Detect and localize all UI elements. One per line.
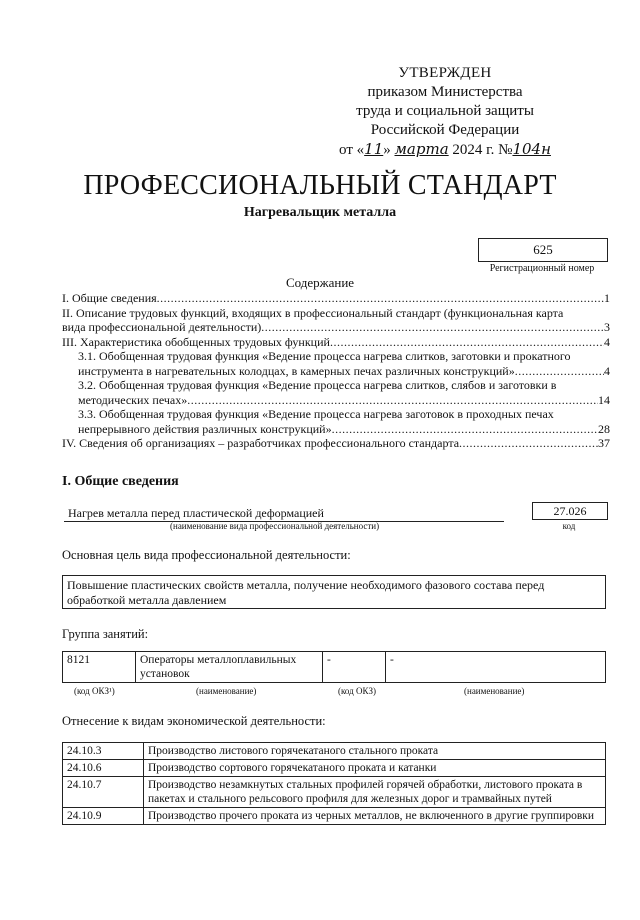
table-row: [63, 777, 606, 808]
toc-item[interactable]: [62, 291, 610, 306]
date-prefix: от «: [339, 142, 365, 158]
approval-line-4: Российской Федерации: [370, 122, 520, 138]
okved-code-cell: 24.10.7: [63, 777, 144, 808]
table-row: [63, 808, 606, 825]
document-title: ПРОФЕССИОНАЛЬНЫЙ СТАНДАРТ: [83, 170, 557, 201]
toc-item[interactable]: [62, 306, 610, 335]
table-row: [63, 760, 606, 777]
toc-item-text: II. Описание трудовых функций, входящих в профессиональный стандарт (функциональная карта: [62, 305, 564, 320]
date-month-handwritten: марта: [394, 140, 449, 158]
occupation-group-table: [62, 651, 606, 683]
date-year: 2024 г. №: [448, 142, 513, 158]
toc-title: Содержание: [285, 275, 355, 290]
activity-name: Нагрев металла перед пластической деформацией: [64, 506, 504, 522]
date-mid: »: [383, 142, 395, 158]
toc-item-page: 3: [604, 320, 610, 334]
toc-item[interactable]: [62, 349, 610, 378]
order-number-handwritten: 104н: [512, 140, 551, 158]
okved-code-cell: 24.10.3: [63, 743, 144, 760]
okved-name-cell: Производство незамкнутых стальных профилей горячей обработки, листового проката в пакетах и стального рельсового профиля для железных дорог и трамвайных путей: [144, 777, 606, 808]
approval-block: [335, 64, 555, 160]
toc-item[interactable]: [62, 335, 610, 350]
toc-item[interactable]: [62, 436, 610, 451]
okved-code-cell: 24.10.6: [63, 760, 144, 777]
okved-name-cell: Производство листового горячекатаного стального проката: [144, 743, 606, 760]
toc-item-text: III. Характеристика обобщенных трудовых функций: [62, 334, 330, 349]
group-name2-cell: -: [386, 652, 606, 683]
approval-line-1: УТВЕРЖДЕН: [398, 65, 492, 81]
toc-item-text: методических печах»: [78, 392, 188, 407]
economic-activity-table: [62, 742, 606, 825]
date-day-handwritten: 11: [364, 140, 384, 158]
table-row: [63, 652, 606, 683]
toc-item-text: 3.1. Обобщенная трудовая функция «Ведение процесса нагрева слитков, заготовки и прокатного: [78, 349, 571, 363]
toc-item-page: 14: [598, 392, 610, 407]
approval-date-line: [335, 140, 555, 160]
toc-item-page: 28: [598, 421, 610, 436]
okved-name-cell: Производство сортового горячекатаного проката и катанки: [144, 760, 606, 777]
group-name-caption: (наименование): [196, 686, 257, 696]
okved-label: Отнесение к видам экономической деятельности:: [62, 714, 326, 728]
okved-name-cell: Производство прочего проката из черных металлов, не включенного в другие группировки: [144, 808, 606, 825]
okved-code-cell: 24.10.9: [63, 808, 144, 825]
table-of-contents: [62, 291, 610, 451]
toc-item-text: 3.3. Обобщенная трудовая функция «Ведение процесса нагрева заготовок в проходных печах: [78, 407, 554, 421]
registration-caption: Регистрационный номер: [489, 263, 595, 274]
group-code-cell: 8121: [63, 652, 136, 683]
goal-text-box: Повышение пластических свойств металла, получение необходимого фазового состава перед обработкой металла давлением: [62, 575, 606, 609]
registration-number-box: 625: [478, 238, 608, 262]
group-code2-caption: (код ОКЗ): [338, 686, 376, 696]
group-name-cell: Операторы металлоплавильных установок: [136, 652, 323, 683]
activity-code-box: 27.026: [532, 502, 608, 520]
approval-line-2: приказом Министерства: [367, 84, 523, 100]
group-name2-caption: (наименование): [464, 686, 525, 696]
toc-item-text: инструмента в нагревательных колодцах, в камерных печах различных конструкций»: [78, 363, 515, 378]
toc-item-page: 37: [598, 436, 610, 450]
toc-item-page: 1: [604, 291, 610, 305]
approval-line-3: труда и социальной защиты: [356, 103, 534, 119]
toc-item-text: I. Общие сведения: [62, 291, 157, 305]
group-code2-cell: -: [323, 652, 386, 683]
toc-item[interactable]: [62, 378, 610, 407]
toc-item-text: непрерывного действия различных конструкций»: [78, 421, 332, 436]
group-label: Группа занятий:: [62, 627, 149, 641]
activity-code-caption: код: [562, 521, 576, 531]
toc-item-text: IV. Сведения об организациях – разработчиках профессионального стандарта: [62, 436, 460, 450]
document-subtitle: Нагревальщик металла: [243, 205, 397, 220]
table-row: [63, 743, 606, 760]
toc-item-text: 3.2. Обобщенная трудовая функция «Ведение процесса нагрева слитков, слябов и заготовки в: [78, 378, 557, 392]
toc-item-text: вида профессиональной деятельности): [62, 320, 262, 334]
group-code-caption: (код ОКЗ¹): [74, 686, 115, 696]
toc-item-page: 4: [604, 334, 610, 349]
activity-caption: (наименование вида профессиональной деятельности): [170, 521, 380, 531]
toc-item-page: 4: [604, 363, 610, 378]
toc-item[interactable]: [62, 407, 610, 436]
goal-label: Основная цель вида профессиональной деятельности:: [62, 548, 351, 562]
section-heading: I. Общие сведения: [62, 474, 179, 489]
